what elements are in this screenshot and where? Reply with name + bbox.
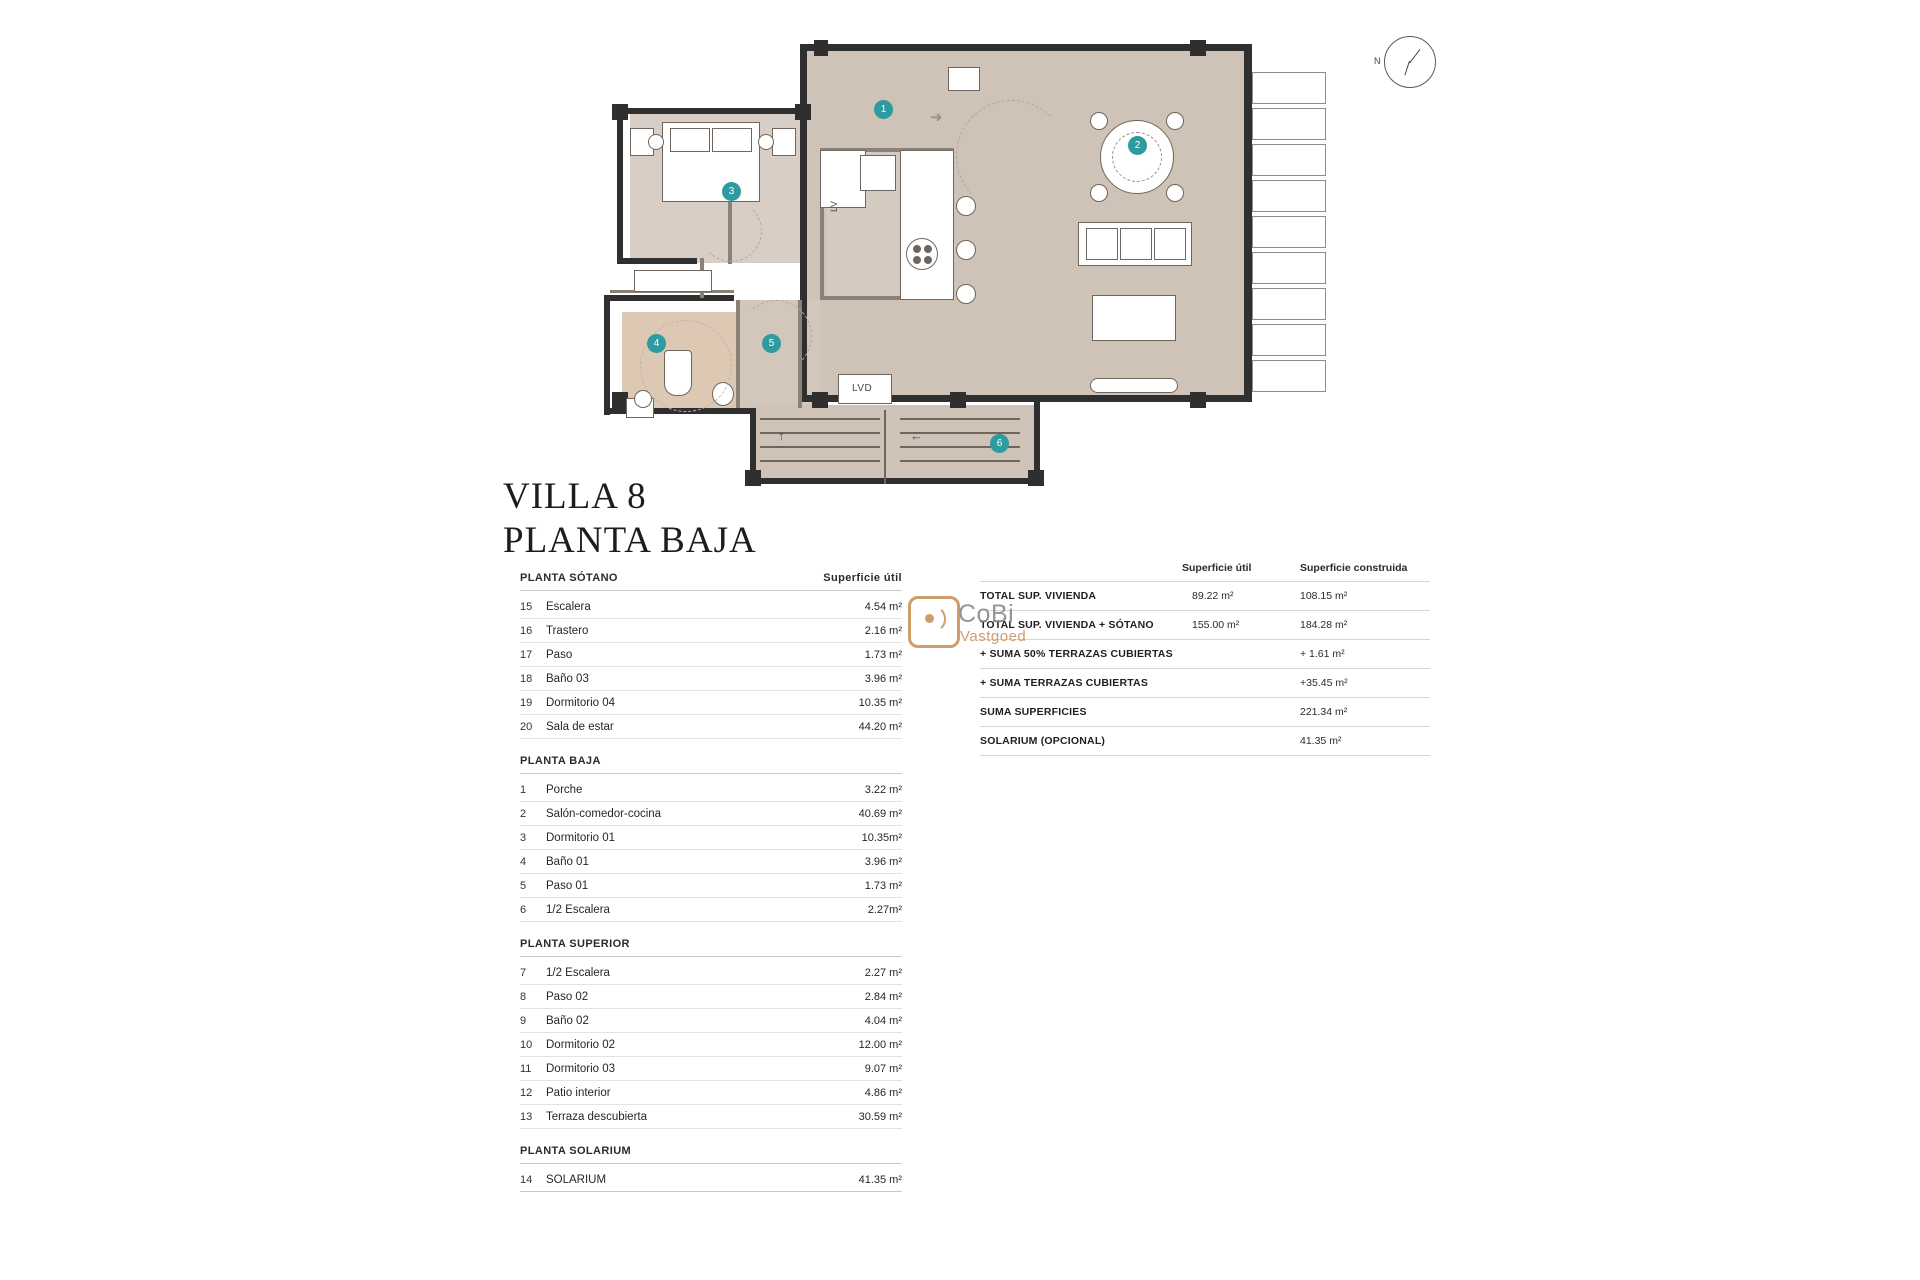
- row-number: 18: [520, 672, 533, 685]
- row-name: Paso 02: [546, 990, 589, 1003]
- row-area: 1.73 m²: [864, 879, 902, 892]
- row-area: 40.69 m²: [858, 807, 902, 820]
- table-row: [520, 1057, 902, 1081]
- stair-up-arrow: ↑: [778, 428, 785, 443]
- table-row: [520, 802, 902, 826]
- dining-chair-2: [1166, 112, 1184, 130]
- row-area: 41.35 m²: [858, 1173, 902, 1186]
- row-name: Baño 03: [546, 672, 589, 685]
- row-area: 12.00 m²: [858, 1038, 902, 1051]
- row-name: Dormitorio 01: [546, 831, 616, 844]
- section-units-sotano: Superficie útil: [823, 572, 902, 584]
- tv-console: [1090, 378, 1178, 393]
- terrace-step-6: [1252, 252, 1326, 284]
- window-top: [948, 67, 980, 91]
- terrace-step-9: [1252, 360, 1326, 392]
- terrace-step-5: [1252, 216, 1326, 248]
- row-label: + SUMA TERRAZAS CUBIERTAS: [980, 677, 1149, 689]
- row-number: 17: [520, 648, 533, 661]
- marker-2: 2: [1128, 136, 1147, 155]
- row-area: 30.59 m²: [858, 1110, 902, 1123]
- watermark-logo: [908, 592, 1098, 654]
- table-row: [520, 1105, 902, 1129]
- column-g: [795, 104, 811, 120]
- table-row: [520, 826, 902, 850]
- column-d: [950, 392, 966, 408]
- stair-tread-4: [760, 460, 880, 462]
- wardrobe: [634, 270, 712, 292]
- dining-chair-3: [1090, 184, 1108, 202]
- sofa-cushion-3: [1154, 228, 1186, 260]
- table-row: [520, 691, 902, 715]
- row-name: Patio interior: [546, 1086, 611, 1099]
- row-built: 184.28 m²: [1300, 619, 1348, 631]
- terrace-step-3: [1252, 144, 1326, 176]
- stair-tread-5: [900, 418, 1020, 420]
- table-row: [980, 726, 1430, 756]
- row-name: Dormitorio 02: [546, 1038, 616, 1051]
- row-area: 4.54 m²: [864, 600, 902, 613]
- row-number: 19: [520, 696, 533, 709]
- row-name: Dormitorio 03: [546, 1062, 616, 1075]
- row-built: 41.35 m²: [1300, 735, 1342, 747]
- logo-mark-icon: [908, 596, 960, 648]
- row-name: Baño 01: [546, 855, 589, 868]
- row-name: Escalera: [546, 600, 591, 613]
- sofa-cushion-1: [1086, 228, 1118, 260]
- dining-chair-4: [1166, 184, 1184, 202]
- row-number: 7: [520, 966, 527, 979]
- row-area: 1.73 m²: [864, 648, 902, 661]
- row-name: Sala de estar: [546, 720, 614, 733]
- terrace-step-2: [1252, 108, 1326, 140]
- section-header-baja: [520, 755, 902, 774]
- row-name: Dormitorio 04: [546, 696, 616, 709]
- row-area: 10.35 m²: [858, 696, 902, 709]
- nightstand-left: [648, 134, 664, 150]
- terrace-step-1: [1252, 72, 1326, 104]
- burner-4: [924, 256, 932, 264]
- wall-right-main: [1244, 44, 1252, 402]
- row-number: 12: [520, 1086, 533, 1099]
- table-row: [520, 643, 902, 667]
- row-built: + 1.61 m²: [1300, 648, 1345, 660]
- row-area: 2.27m²: [867, 903, 902, 916]
- row-name: Trastero: [546, 624, 589, 637]
- watermark-brand: CoBi: [958, 600, 1015, 628]
- wall-stair-bottom: [750, 478, 1040, 484]
- page-title: [503, 475, 757, 563]
- burner-2: [924, 245, 932, 253]
- terrace-step-4: [1252, 180, 1326, 212]
- stair-down-arrow: ←: [910, 428, 923, 443]
- row-number: 10: [520, 1038, 533, 1051]
- row-number: 1: [520, 783, 527, 796]
- row-number: 13: [520, 1110, 533, 1123]
- table-row: [520, 850, 902, 874]
- compass-rose: [1374, 36, 1436, 98]
- row-name: Baño 02: [546, 1014, 589, 1027]
- dining-chair-1: [1090, 112, 1108, 130]
- watermark-subtitle: Vastgoed: [960, 628, 1027, 645]
- floor-plan-drawing: [0, 0, 1920, 470]
- surface-schedule-table: [520, 572, 902, 1192]
- section-title-solarium: PLANTA SOLARIUM: [520, 1145, 632, 1157]
- kitchen-sink: [860, 155, 896, 191]
- table-row: [520, 1168, 902, 1192]
- row-number: 6: [520, 903, 527, 916]
- row-number: 11: [520, 1062, 532, 1075]
- stair-divider: [884, 410, 886, 484]
- row-name: Paso 01: [546, 879, 589, 892]
- row-name: Terraza descubierta: [546, 1110, 647, 1123]
- pillow-1: [670, 128, 710, 152]
- row-area: 2.84 m²: [864, 990, 902, 1003]
- row-name: 1/2 Escalera: [546, 903, 610, 916]
- section-header-solarium: [520, 1145, 902, 1164]
- totals-header-row: [980, 562, 1430, 581]
- section-header-superior: [520, 938, 902, 957]
- table-row: [520, 1081, 902, 1105]
- marker-5: 5: [762, 334, 781, 353]
- table-row: [520, 985, 902, 1009]
- column-j: [1028, 470, 1044, 486]
- table-row: [520, 898, 902, 922]
- title-villa: VILLA 8: [503, 476, 647, 517]
- row-label: SOLARIUM (OPCIONAL): [980, 735, 1106, 747]
- compass-north-label: N: [1374, 56, 1381, 66]
- entry-arrow: ➜: [930, 109, 943, 126]
- section-gap: [520, 922, 902, 938]
- totals-header-useful: Superficie útil: [1182, 562, 1252, 574]
- table-row: [980, 668, 1430, 697]
- table-row: [520, 778, 902, 802]
- table-row: [520, 961, 902, 985]
- stool-3: [956, 284, 976, 304]
- row-label: TOTAL SUP. VIVIENDA: [980, 590, 1097, 602]
- wall-bedroom-top: [617, 108, 807, 114]
- row-built: 221.34 m²: [1300, 706, 1348, 718]
- marker-4: 4: [647, 334, 666, 353]
- pillow-2: [712, 128, 752, 152]
- row-number: 2: [520, 807, 527, 820]
- terrace-step-7: [1252, 288, 1326, 320]
- row-number: 3: [520, 831, 527, 844]
- kitchen-counter: [900, 150, 954, 300]
- row-area: 2.27 m²: [864, 966, 902, 979]
- row-area: 4.86 m²: [864, 1086, 902, 1099]
- row-name: Salón-comedor-cocina: [546, 807, 662, 820]
- marker-3: 3: [722, 182, 741, 201]
- table-row: [520, 667, 902, 691]
- row-number: 15: [520, 600, 533, 613]
- window-bedroom-right: [772, 128, 796, 156]
- wall-top-main: [800, 44, 1252, 51]
- coffee-table: [1092, 295, 1176, 341]
- column-e: [1190, 392, 1206, 408]
- wall-bedroom-bottom: [617, 258, 697, 264]
- section-gap: [520, 1129, 902, 1145]
- row-area: 3.96 m²: [864, 855, 902, 868]
- row-useful: 89.22 m²: [1192, 590, 1234, 602]
- stool-1: [956, 196, 976, 216]
- row-name: 1/2 Escalera: [546, 966, 610, 979]
- burner-1: [913, 245, 921, 253]
- row-number: 16: [520, 624, 533, 637]
- row-number: 20: [520, 720, 533, 733]
- table-row: [520, 1009, 902, 1033]
- row-label: TOTAL SUP. VIVIENDA + SÓTANO: [980, 619, 1154, 631]
- section-header-sotano: [520, 572, 902, 591]
- row-area: 10.35m²: [861, 831, 902, 844]
- table-row: [980, 697, 1430, 726]
- stair-tread-1: [760, 418, 880, 420]
- column-b: [1190, 40, 1206, 56]
- section-title-baja: PLANTA BAJA: [520, 755, 601, 767]
- wall-bath-left: [604, 295, 610, 415]
- row-useful: 155.00 m²: [1192, 619, 1240, 631]
- section-title-superior: PLANTA SUPERIOR: [520, 938, 630, 950]
- stair-tread-8: [900, 460, 1020, 462]
- row-number: 5: [520, 879, 527, 892]
- sofa-cushion-2: [1120, 228, 1152, 260]
- stair-tread-3: [760, 446, 880, 448]
- row-area: 44.20 m²: [858, 720, 902, 733]
- row-built: 108.15 m²: [1300, 590, 1348, 602]
- row-number: 9: [520, 1014, 527, 1027]
- totals-header-built: Superficie construida: [1300, 562, 1408, 574]
- table-row: [520, 1033, 902, 1057]
- section-title-sotano: PLANTA SÓTANO: [520, 572, 618, 584]
- row-built: +35.45 m²: [1300, 677, 1348, 689]
- column-a: [814, 40, 828, 56]
- title-floor: PLANTA BAJA: [503, 520, 757, 561]
- table-row: [520, 715, 902, 739]
- section-gap: [520, 739, 902, 755]
- wall-bath-top: [604, 295, 734, 301]
- dishwasher-label: LVD: [852, 383, 873, 394]
- row-number: 4: [520, 855, 527, 868]
- cooktop: [906, 238, 938, 270]
- table-row: [520, 874, 902, 898]
- washer-label: LV: [829, 200, 839, 212]
- stool-2: [956, 240, 976, 260]
- row-name: SOLARIUM: [546, 1173, 607, 1186]
- logo-dot-icon: [925, 614, 934, 623]
- row-number: 8: [520, 990, 527, 1003]
- row-number: 14: [520, 1173, 533, 1186]
- table-row: [520, 619, 902, 643]
- row-area: 9.07 m²: [864, 1062, 902, 1075]
- row-name: Paso: [546, 648, 573, 661]
- column-f: [612, 104, 628, 120]
- row-area: 3.96 m²: [864, 672, 902, 685]
- burner-3: [913, 256, 921, 264]
- marker-6: 6: [990, 434, 1009, 453]
- wall-bedroom-left: [617, 108, 623, 263]
- row-area: 2.16 m²: [864, 624, 902, 637]
- row-area: 3.22 m²: [864, 783, 902, 796]
- nightstand-right: [758, 134, 774, 150]
- table-row: [520, 595, 902, 619]
- partition-hall-left: [736, 300, 740, 408]
- row-label: SUMA SUPERFICIES: [980, 706, 1087, 718]
- marker-1: 1: [874, 100, 893, 119]
- terrace-step-8: [1252, 324, 1326, 356]
- column-c: [812, 392, 828, 408]
- row-label: + SUMA 50% TERRAZAS CUBIERTAS: [980, 648, 1173, 660]
- row-area: 4.04 m²: [864, 1014, 902, 1027]
- row-name: Porche: [546, 783, 583, 796]
